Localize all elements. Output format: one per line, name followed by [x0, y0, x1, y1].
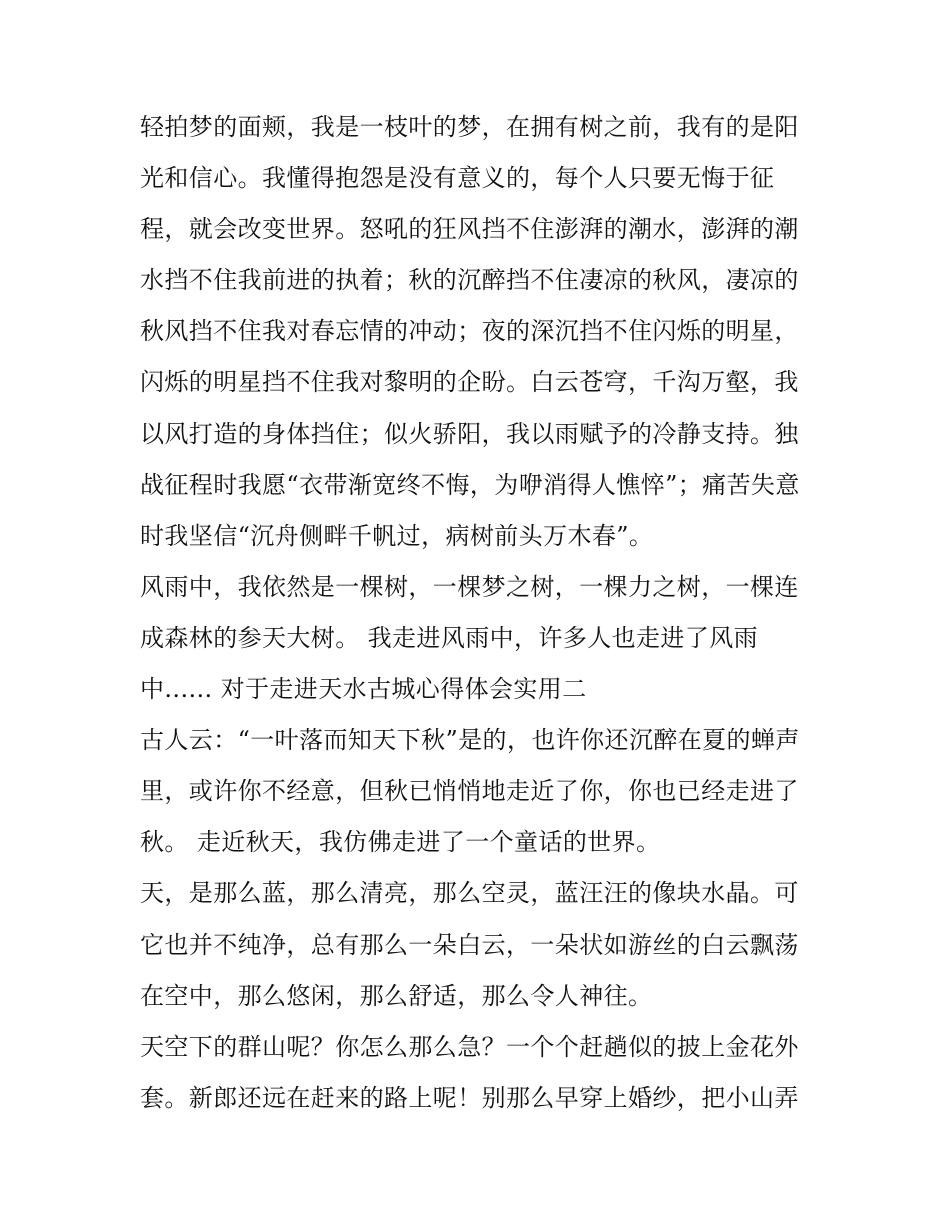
text-line: 光和信心。我懂得抱怨是没有意义的，每个人只要无悔于征 — [140, 164, 775, 193]
text-line: 它也并不纯净，总有那么一朵白云，一朵状如游丝的白云飘荡 — [140, 930, 799, 959]
text-line: 中...... 对于走进天水古城心得体会实用二 — [140, 675, 587, 704]
text-line: 在空中，那么悠闲，那么舒适，那么令人神往。 — [140, 981, 653, 1010]
text-line: 战征程时我愿“衣带渐宽终不悔，为咿消得人憔悴”；痛苦失意 — [140, 470, 800, 499]
text-line: 以风打造的身体挡住；似火骄阳，我以雨赋予的冷静支持。独 — [140, 419, 799, 448]
text-line: 风雨中，我依然是一棵树，一棵梦之树，一棵力之树，一棵连 — [140, 572, 799, 601]
text-line: 天，是那么蓝，那么清亮，那么空灵，蓝汪汪的像块水晶。可 — [140, 879, 799, 908]
text-line: 水挡不住我前进的执着；秋的沉醉挡不住凄凉的秋风，凄凉的 — [140, 266, 799, 295]
text-line: 时我坚信“沉舟侧畔千帆过，病树前头万木春”。 — [140, 521, 654, 550]
text-line: 程，就会改变世界。怒吼的狂风挡不住澎湃的潮水，澎湃的潮 — [140, 215, 799, 244]
text-line: 套。新郎还远在赶来的路上呢！别那么早穿上婚纱，把小山弄 — [140, 1083, 799, 1112]
text-line: 秋。 走近秋天，我仿佛走进了一个童话的世界。 — [140, 828, 661, 857]
text-line: 秋风挡不住我对春忘情的冲动；夜的深沉挡不住闪烁的明星， — [140, 317, 799, 346]
text-line: 天空下的群山呢？你怎么那么急？一个个赶趟似的披上金花外 — [140, 1032, 799, 1061]
text-line: 古人云：“一叶落而知天下秋”是的，也许你还沉醉在夏的蝉声 — [140, 726, 800, 755]
text-line: 成森林的参天大树。 我走进风雨中，许多人也走进了风雨 — [140, 623, 759, 652]
text-line: 轻拍梦的面颊，我是一枝叶的梦，在拥有树之前，我有的是阳 — [140, 113, 799, 141]
document-body — [140, 102, 830, 1124]
text-line: 里，或许你不经意，但秋已悄悄地走近了你，你也已经走进了 — [140, 777, 799, 806]
text-line: 闪烁的明星挡不住我对黎明的企盼。白云苍穹，千沟万壑，我 — [140, 368, 799, 397]
